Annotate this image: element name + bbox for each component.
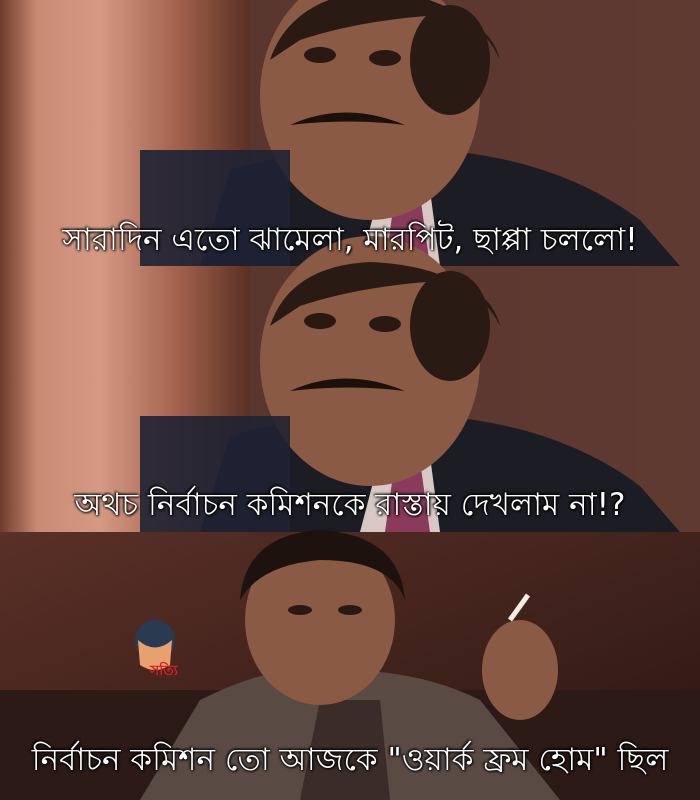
- caption-panel-3: নির্বাচন কমিশন তো আজকে "ওয়ার্ক ফ্রম হোম" ছিল: [31, 742, 669, 778]
- caption-panel-1: সারাদিন এতো ঝামেলা, মারপিট, ছাপ্পা চললো!: [62, 222, 638, 258]
- svg-text:সত্যি: সত্যি: [150, 663, 178, 679]
- caption-panel-2: অথচ নির্বাচন কমিশনকে রাস্তায় দেখলাম না!?: [74, 487, 626, 523]
